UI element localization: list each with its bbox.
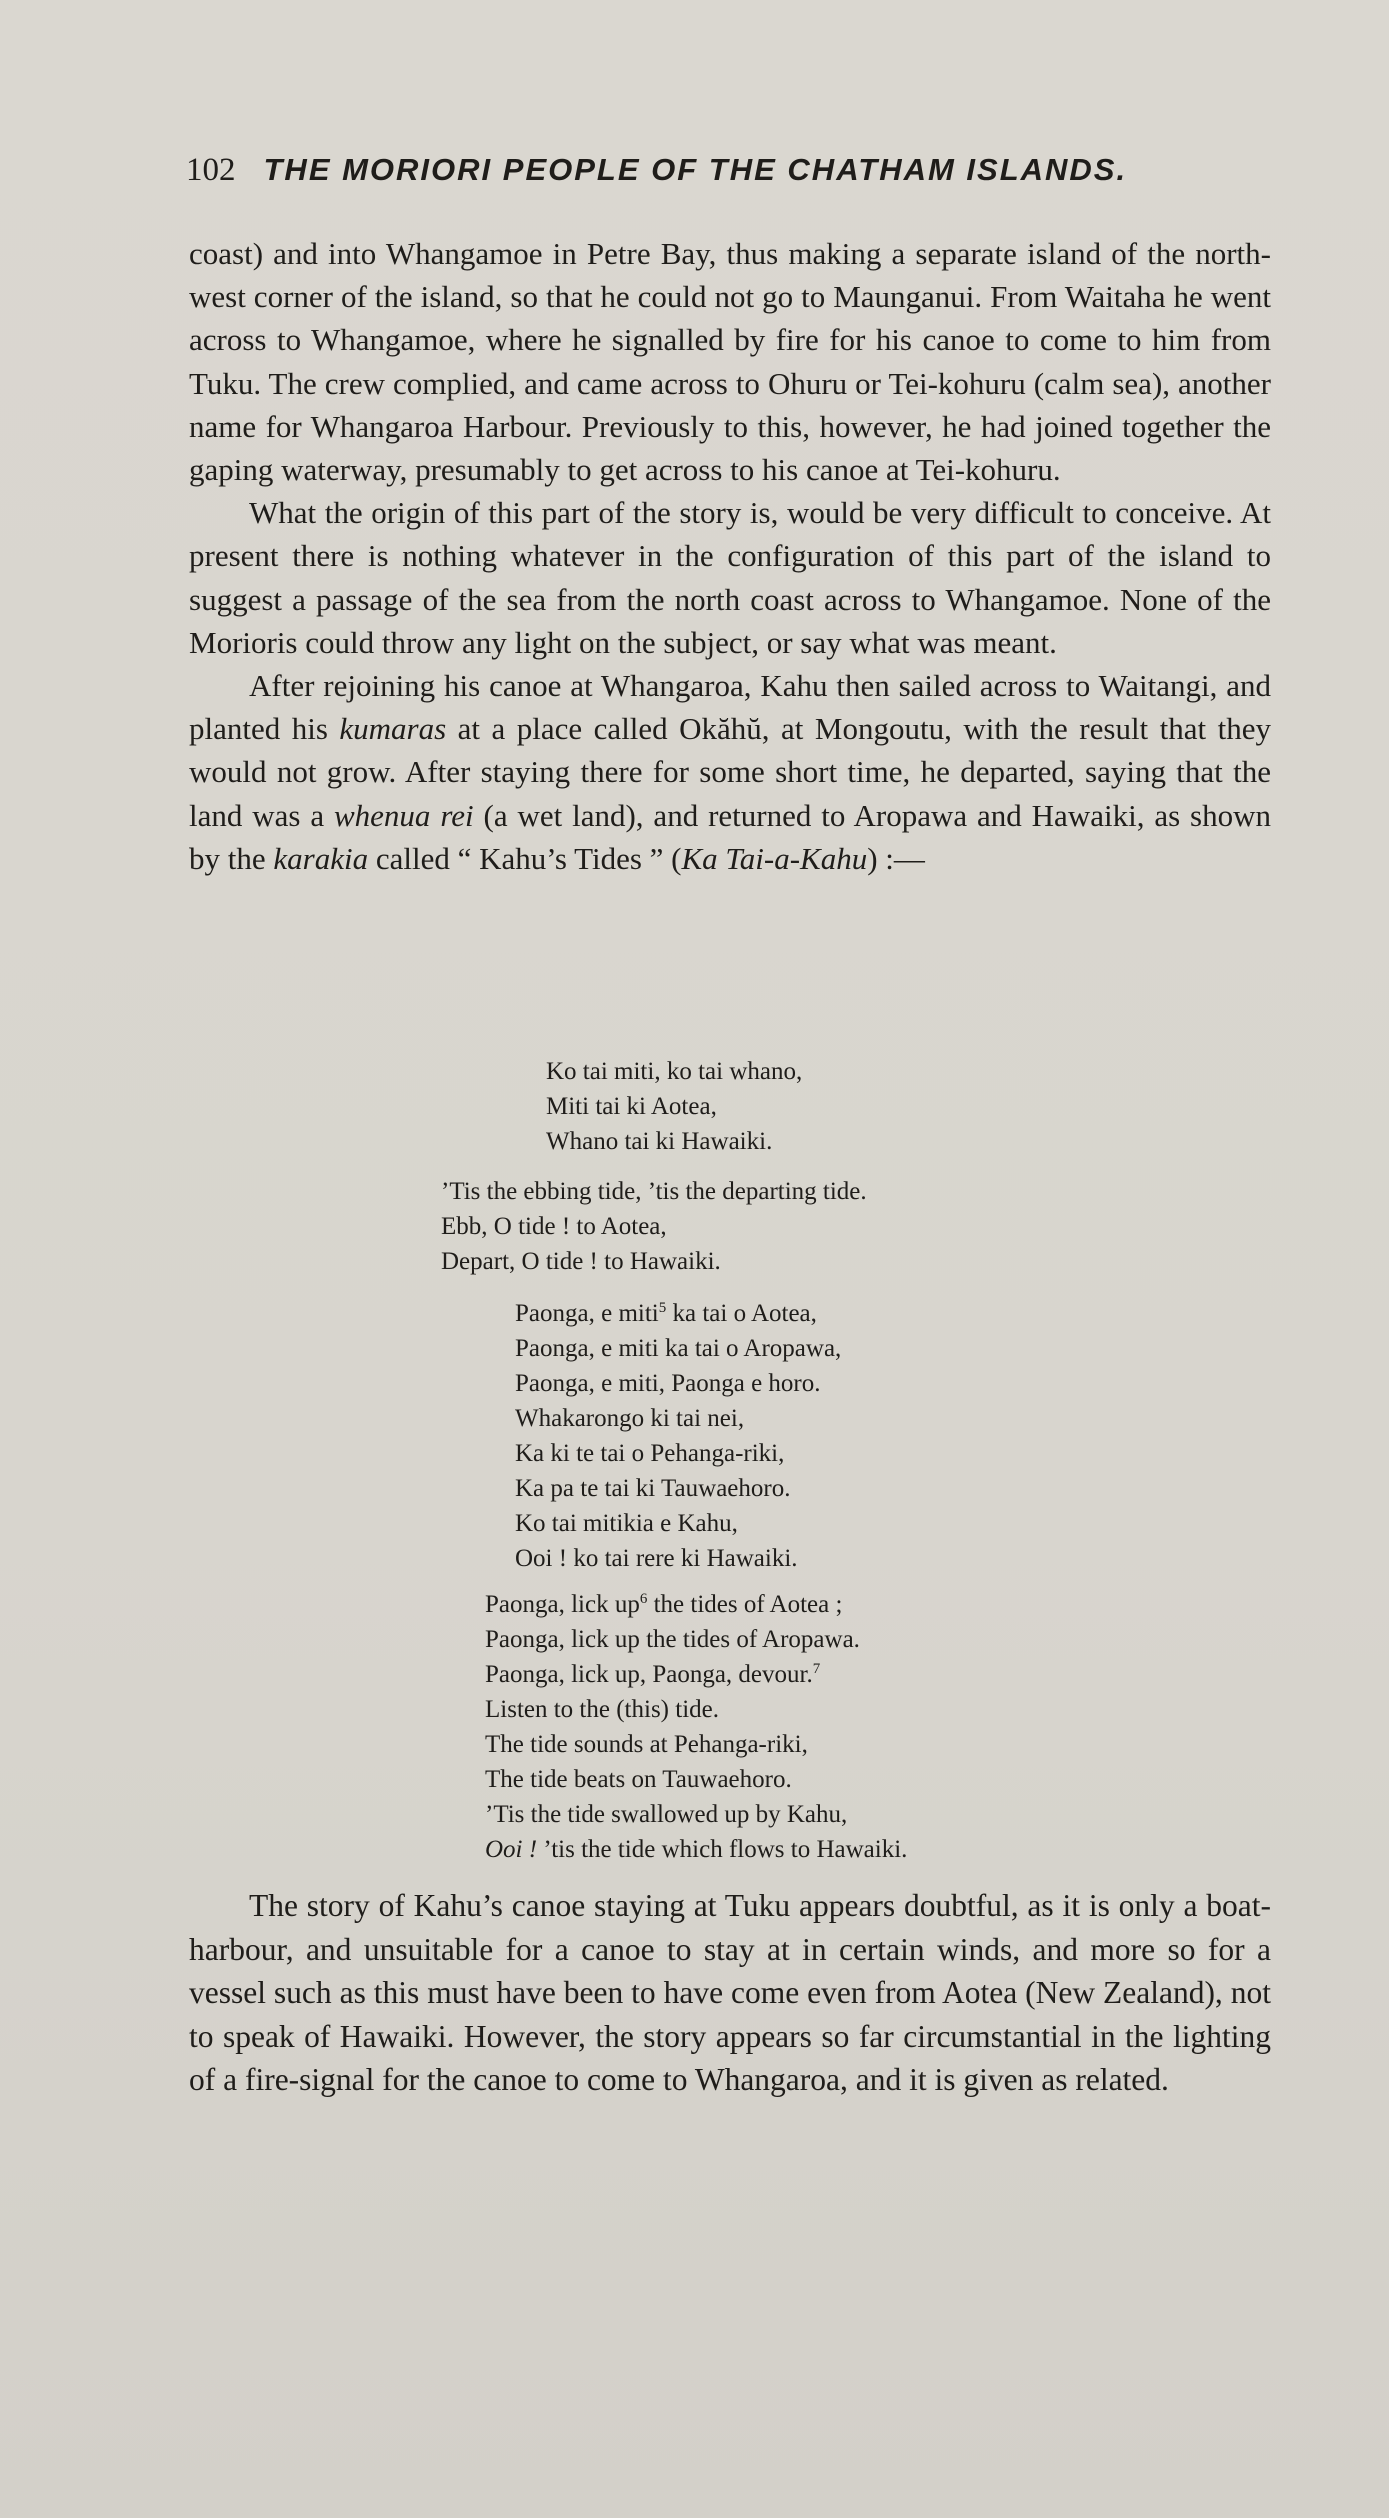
paragraph-3-text-1: After rejoining his canoe at Whangaroa, Kahu then sailed across to Waitangi, and planted his (189, 668, 1271, 747)
prose-block-top (189, 232, 1271, 880)
paragraph-3-text-3: (a wet land), and returned to Aropawa and Hawaiki, as shown by the (189, 797, 1271, 876)
footnote-marker-6: 6 (639, 1591, 648, 1607)
verse-line (485, 1657, 907, 1692)
verse-line: Ko tai mitikia e Kahu, (515, 1510, 738, 1537)
verse-line: The tide sounds at Pehanga-riki, (485, 1731, 808, 1758)
running-title: THE MORIORI PEOPLE OF THE CHATHAM ISLANDS. (263, 152, 1128, 187)
term-karakia: karakia (273, 840, 369, 876)
footnote-marker-7: 7 (812, 1661, 821, 1677)
verse-text: the tides of Aotea ; (647, 1591, 843, 1618)
verse-line: Paonga, lick up the tides of Aropawa. (485, 1626, 860, 1653)
karakia-maori-stanza-2 (515, 1296, 841, 1576)
verse-line: ’Tis the ebbing tide, ’tis the departing tide. (441, 1178, 867, 1205)
verse-line: ’Tis the tide swallowed up by Kahu, (485, 1801, 848, 1828)
verse-line: The tide beats on Tauwaehoro. (485, 1766, 792, 1793)
karakia-english-stanza-1 (441, 1174, 867, 1279)
verse-line: Paonga, e miti ka tai o Aropawa, (515, 1335, 842, 1362)
verse-text: ’tis the tide which flows to Hawaiki. (537, 1836, 908, 1863)
verse-line: Ooi ! ko tai rere ki Hawaiki. (515, 1545, 798, 1572)
footnote-marker-5: 5 (658, 1300, 667, 1316)
paragraph-3-text-5: ) :— (867, 840, 925, 876)
karakia-maori-stanza-1 (546, 1054, 802, 1159)
verse-line: Whakarongo ki tai nei, (515, 1405, 745, 1432)
verse-line: Ko tai miti, ko tai whano, (546, 1058, 803, 1085)
verse-line (515, 1296, 841, 1331)
term-ka-tai-a-kahu: Ka Tai-a-Kahu (681, 840, 868, 876)
term-kumaras: kumaras (339, 711, 447, 747)
verse-line: Paonga, e miti, Paonga e horo. (515, 1370, 821, 1397)
verse-line: Miti tai ki Aotea, (546, 1093, 717, 1120)
verse-text: ka tai o Aotea, (666, 1300, 817, 1327)
prose-block-bottom (189, 1884, 1271, 2102)
term-whenua-rei: whenua rei (334, 797, 474, 833)
verse-line: Depart, O tide ! to Hawaiki. (441, 1248, 721, 1275)
verse-text: Paonga, lick up (485, 1591, 640, 1618)
verse-text: Paonga, e miti (515, 1300, 659, 1327)
paragraph-3-text-2: at a place called Okăhŭ, at Mongoutu, with the result that they would not grow. After staying there for some short time, he departed, saying that the land was a (189, 711, 1272, 833)
paragraph-3 (189, 664, 1271, 880)
verse-line: Listen to the (this) tide. (485, 1696, 719, 1723)
paragraph-2: What the origin of this part of the story is, would be very difficult to conceive. At present there is nothing whatever in the configuration of this part of the island to suggest a passage of the sea from the north coast across to Whangamoe. None of the Morioris could throw any light on the subject, or say what was meant. (189, 495, 1271, 660)
verse-line: Ka ki te tai o Pehanga-riki, (515, 1440, 785, 1467)
paragraph-1: coast) and into Whangamoe in Petre Bay, thus making a separate island of the north-west corner of the island, so that he could not go to Maunganui. From Waitaha he went across to Whangamoe, where he signalled by fire for his canoe to come to him from Tuku. The crew complied, and came across to Ohuru or Tei-kohuru (calm sea), another name for Whangaroa Harbour. Previously to this, however, he had joined together the gaping waterway, presumably to get across to his canoe at Tei-kohuru. (189, 236, 1271, 488)
paragraph-4: The story of Kahu’s canoe staying at Tuku appears doubtful, as it is only a boat-harbour, and unsuitable for a canoe to stay at in certain winds, and more so for a vessel such as this must have been to have come even from Aotea (New Zealand), not to speak of Hawaiki. However, the story appears so far circumstantial in the lighting of a fire-signal for the canoe to come to Whangaroa, and it is given as related. (189, 1888, 1271, 2097)
verse-line (485, 1832, 907, 1867)
verse-line: Ebb, O tide ! to Aotea, (441, 1213, 667, 1240)
page-number: 102 (186, 152, 236, 188)
verse-text: Paonga, lick up, Paonga, devour. (485, 1661, 813, 1688)
verse-line (485, 1587, 907, 1622)
running-header (186, 146, 1286, 194)
paragraph-3-text-4: called “ Kahu’s Tides ” ( (368, 840, 682, 876)
verse-line: Ka pa te tai ki Tauwaehoro. (515, 1475, 791, 1502)
verse-line: Whano tai ki Hawaiki. (546, 1128, 773, 1155)
verse-exclamation: Ooi ! (485, 1836, 538, 1863)
karakia-english-stanza-2 (485, 1587, 907, 1867)
